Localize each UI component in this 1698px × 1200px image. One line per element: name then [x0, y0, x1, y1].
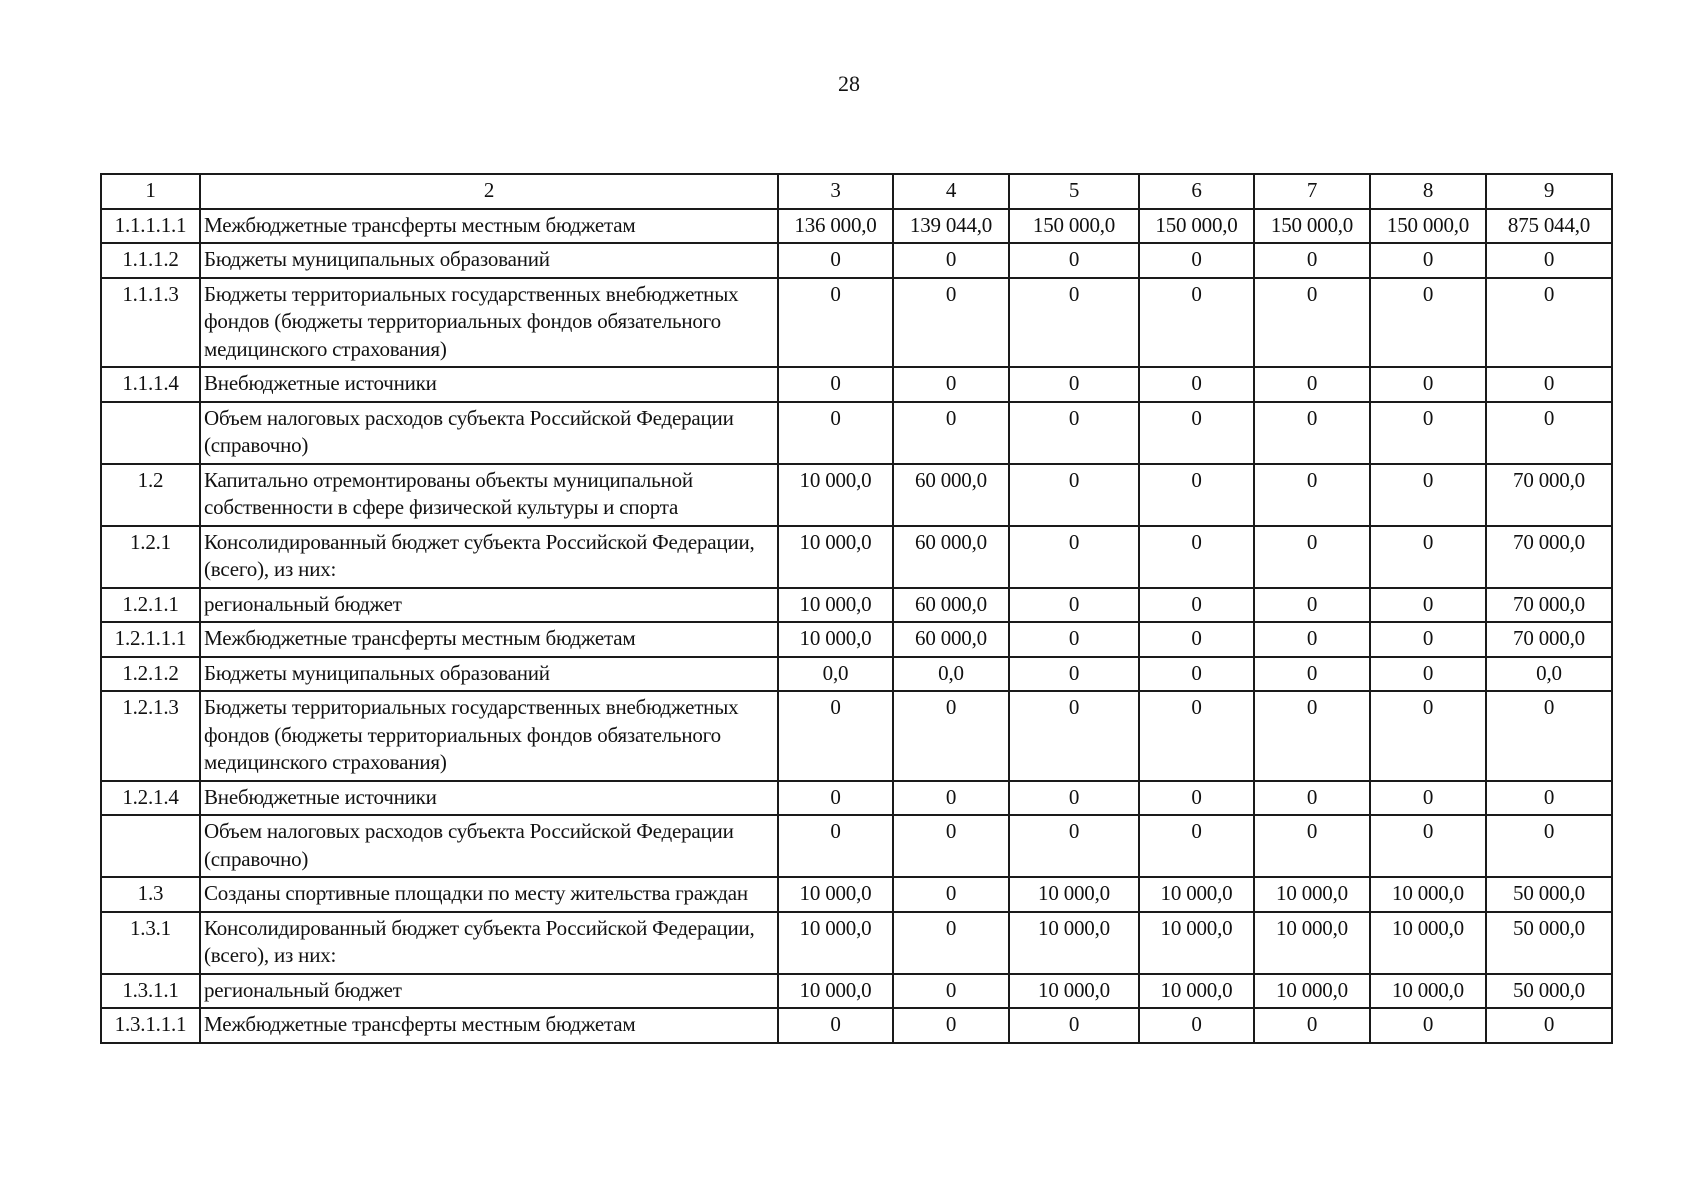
row-value: 0: [893, 402, 1009, 464]
row-value: 0: [1486, 1008, 1612, 1043]
row-value: 0: [1370, 402, 1486, 464]
row-value: 0: [1139, 278, 1254, 368]
row-value: 0: [1486, 781, 1612, 816]
row-value: 0: [893, 877, 1009, 912]
row-value: 150 000,0: [1254, 209, 1370, 244]
row-value: 0: [893, 781, 1009, 816]
column-header: 2: [200, 174, 778, 209]
row-code: [101, 402, 200, 464]
row-name: Межбюджетные трансферты местным бюджетам: [200, 622, 778, 657]
row-value: 50 000,0: [1486, 912, 1612, 974]
row-value: 0: [778, 691, 893, 781]
row-value: 0: [1139, 588, 1254, 623]
row-value: 60 000,0: [893, 464, 1009, 526]
row-value: 0: [1009, 622, 1139, 657]
column-header: 3: [778, 174, 893, 209]
row-value: 0: [1254, 243, 1370, 278]
row-value: 70 000,0: [1486, 464, 1612, 526]
row-value: 0: [1139, 691, 1254, 781]
row-name: Бюджеты территориальных государственных внебюджетных фондов (бюджеты территориальных фондов обязательного медицинского страхования): [200, 278, 778, 368]
column-header: 5: [1009, 174, 1139, 209]
row-code: 1.3.1.1: [101, 974, 200, 1009]
row-value: 10 000,0: [1370, 912, 1486, 974]
table-row: [101, 367, 1612, 402]
row-value: 0: [1139, 657, 1254, 692]
row-value: 0: [1254, 367, 1370, 402]
row-value: 10 000,0: [778, 974, 893, 1009]
row-value: 136 000,0: [778, 209, 893, 244]
column-header: 4: [893, 174, 1009, 209]
row-value: 0,0: [1486, 657, 1612, 692]
row-value: 0: [778, 402, 893, 464]
row-value: 0: [1486, 402, 1612, 464]
row-code: 1.2.1.3: [101, 691, 200, 781]
row-value: 0: [778, 781, 893, 816]
row-value: 0: [1370, 657, 1486, 692]
row-value: 0: [1009, 367, 1139, 402]
row-name: Бюджеты муниципальных образований: [200, 657, 778, 692]
table-row: [101, 974, 1612, 1009]
row-code: 1.3.1: [101, 912, 200, 974]
row-value: 0: [778, 278, 893, 368]
row-value: 0: [778, 367, 893, 402]
row-value: 0: [893, 278, 1009, 368]
row-value: 10 000,0: [778, 464, 893, 526]
row-value: 0: [893, 367, 1009, 402]
row-value: 0: [893, 243, 1009, 278]
row-code: 1.1.1.3: [101, 278, 200, 368]
row-name: региональный бюджет: [200, 974, 778, 1009]
table-row: [101, 402, 1612, 464]
row-value: 0: [1254, 1008, 1370, 1043]
row-value: 0: [1486, 278, 1612, 368]
row-value: 0: [1486, 243, 1612, 278]
row-value: 0: [1254, 657, 1370, 692]
row-value: 0: [1370, 278, 1486, 368]
row-value: 0: [1009, 815, 1139, 877]
row-code: 1.2.1.4: [101, 781, 200, 816]
row-value: 0: [1370, 367, 1486, 402]
row-value: 70 000,0: [1486, 526, 1612, 588]
row-value: 60 000,0: [893, 588, 1009, 623]
row-value: 0: [1254, 781, 1370, 816]
row-value: 0: [1009, 588, 1139, 623]
row-value: 0: [778, 243, 893, 278]
row-value: 0: [1486, 815, 1612, 877]
row-value: 0: [1139, 402, 1254, 464]
row-code: 1.2.1.2: [101, 657, 200, 692]
column-header: 8: [1370, 174, 1486, 209]
row-value: 0: [1254, 815, 1370, 877]
row-value: 0: [1370, 781, 1486, 816]
row-value: 0: [1370, 243, 1486, 278]
row-value: 10 000,0: [1370, 877, 1486, 912]
row-value: 0: [893, 691, 1009, 781]
row-name: Объем налоговых расходов субъекта Российской Федерации (справочно): [200, 402, 778, 464]
column-header: 9: [1486, 174, 1612, 209]
row-value: 10 000,0: [1009, 974, 1139, 1009]
row-value: 10 000,0: [1254, 877, 1370, 912]
row-value: 10 000,0: [1254, 974, 1370, 1009]
row-name: Бюджеты территориальных государственных внебюджетных фондов (бюджеты территориальных фондов обязательного медицинского страхования): [200, 691, 778, 781]
row-value: 0: [1486, 367, 1612, 402]
row-value: 0: [1009, 691, 1139, 781]
row-value: 0: [1254, 622, 1370, 657]
row-value: 0: [1139, 815, 1254, 877]
row-name: Межбюджетные трансферты местным бюджетам: [200, 1008, 778, 1043]
column-header: 6: [1139, 174, 1254, 209]
row-name: Бюджеты муниципальных образований: [200, 243, 778, 278]
row-value: 875 044,0: [1486, 209, 1612, 244]
row-value: 0: [1009, 1008, 1139, 1043]
row-value: 0: [1009, 781, 1139, 816]
row-value: 0: [1009, 464, 1139, 526]
row-value: 10 000,0: [1254, 912, 1370, 974]
table-row: [101, 877, 1612, 912]
row-value: 0,0: [893, 657, 1009, 692]
row-value: 10 000,0: [778, 912, 893, 974]
row-value: 70 000,0: [1486, 622, 1612, 657]
row-name: Консолидированный бюджет субъекта Российской Федерации, (всего), из них:: [200, 526, 778, 588]
table-body: [101, 209, 1612, 1043]
row-value: 0: [1139, 1008, 1254, 1043]
row-value: 0: [1370, 622, 1486, 657]
row-code: 1.2.1: [101, 526, 200, 588]
row-value: 0: [1139, 781, 1254, 816]
row-value: 70 000,0: [1486, 588, 1612, 623]
row-value: 0: [893, 1008, 1009, 1043]
row-value: 0: [1370, 1008, 1486, 1043]
row-value: 150 000,0: [1370, 209, 1486, 244]
row-value: 0: [1139, 622, 1254, 657]
row-value: 0: [1009, 657, 1139, 692]
row-value: 0: [1486, 691, 1612, 781]
row-value: 0: [1370, 691, 1486, 781]
row-value: 60 000,0: [893, 622, 1009, 657]
row-value: 50 000,0: [1486, 974, 1612, 1009]
row-value: 0: [893, 974, 1009, 1009]
row-value: 0: [1370, 588, 1486, 623]
table-row: [101, 912, 1612, 974]
row-code: 1.2.1.1: [101, 588, 200, 623]
row-value: 10 000,0: [1370, 974, 1486, 1009]
column-header: 1: [101, 174, 200, 209]
row-value: 150 000,0: [1139, 209, 1254, 244]
row-value: 0: [1370, 815, 1486, 877]
row-name: Созданы спортивные площадки по месту жительства граждан: [200, 877, 778, 912]
row-value: 0: [1009, 243, 1139, 278]
row-name: Консолидированный бюджет субъекта Российской Федерации, (всего), из них:: [200, 912, 778, 974]
row-value: 0: [1009, 278, 1139, 368]
row-value: 139 044,0: [893, 209, 1009, 244]
row-value: 10 000,0: [1139, 877, 1254, 912]
row-value: 10 000,0: [1009, 877, 1139, 912]
row-value: 0: [1254, 464, 1370, 526]
row-code: 1.2: [101, 464, 200, 526]
row-code: 1.1.1.4: [101, 367, 200, 402]
budget-table: [100, 173, 1613, 1044]
row-value: 10 000,0: [778, 588, 893, 623]
table-row: [101, 588, 1612, 623]
row-code: 1.3.1.1.1: [101, 1008, 200, 1043]
table-row: [101, 278, 1612, 368]
row-value: 10 000,0: [778, 622, 893, 657]
table-header-row: [101, 174, 1612, 209]
row-value: 0: [1139, 464, 1254, 526]
row-value: 0: [1139, 367, 1254, 402]
row-value: 0: [1254, 278, 1370, 368]
table-row: [101, 209, 1612, 244]
row-value: 0: [1139, 243, 1254, 278]
row-value: 0: [1009, 402, 1139, 464]
row-value: 10 000,0: [778, 877, 893, 912]
row-value: 0: [1254, 691, 1370, 781]
row-name: Капитально отремонтированы объекты муниципальной собственности в сфере физической культуры и спорта: [200, 464, 778, 526]
row-code: 1.1.1.1.1: [101, 209, 200, 244]
table-row: [101, 622, 1612, 657]
row-value: 0: [1009, 526, 1139, 588]
table-row: [101, 815, 1612, 877]
table-row: [101, 243, 1612, 278]
row-code: 1.2.1.1.1: [101, 622, 200, 657]
row-value: 10 000,0: [1139, 974, 1254, 1009]
row-name: Межбюджетные трансферты местным бюджетам: [200, 209, 778, 244]
row-value: 0: [1370, 526, 1486, 588]
row-value: 0: [778, 815, 893, 877]
table-row: [101, 657, 1612, 692]
row-name: Внебюджетные источники: [200, 367, 778, 402]
row-name: Внебюджетные источники: [200, 781, 778, 816]
row-value: 10 000,0: [1009, 912, 1139, 974]
row-value: 0: [1254, 588, 1370, 623]
row-value: 150 000,0: [1009, 209, 1139, 244]
table-row: [101, 691, 1612, 781]
row-value: 0: [893, 912, 1009, 974]
row-value: 0: [1254, 402, 1370, 464]
table-row: [101, 781, 1612, 816]
table-row: [101, 464, 1612, 526]
row-value: 0: [1370, 464, 1486, 526]
column-header: 7: [1254, 174, 1370, 209]
table-row: [101, 1008, 1612, 1043]
row-value: 0,0: [778, 657, 893, 692]
row-name: Объем налоговых расходов субъекта Российской Федерации (справочно): [200, 815, 778, 877]
row-value: 10 000,0: [778, 526, 893, 588]
page-number: 28: [838, 71, 860, 96]
table-row: [101, 526, 1612, 588]
row-value: 0: [778, 1008, 893, 1043]
row-value: 60 000,0: [893, 526, 1009, 588]
row-value: 50 000,0: [1486, 877, 1612, 912]
row-value: 0: [1254, 526, 1370, 588]
row-value: 0: [893, 815, 1009, 877]
row-code: 1.1.1.2: [101, 243, 200, 278]
row-value: 10 000,0: [1139, 912, 1254, 974]
row-name: региональный бюджет: [200, 588, 778, 623]
row-code: [101, 815, 200, 877]
row-code: 1.3: [101, 877, 200, 912]
row-value: 0: [1139, 526, 1254, 588]
